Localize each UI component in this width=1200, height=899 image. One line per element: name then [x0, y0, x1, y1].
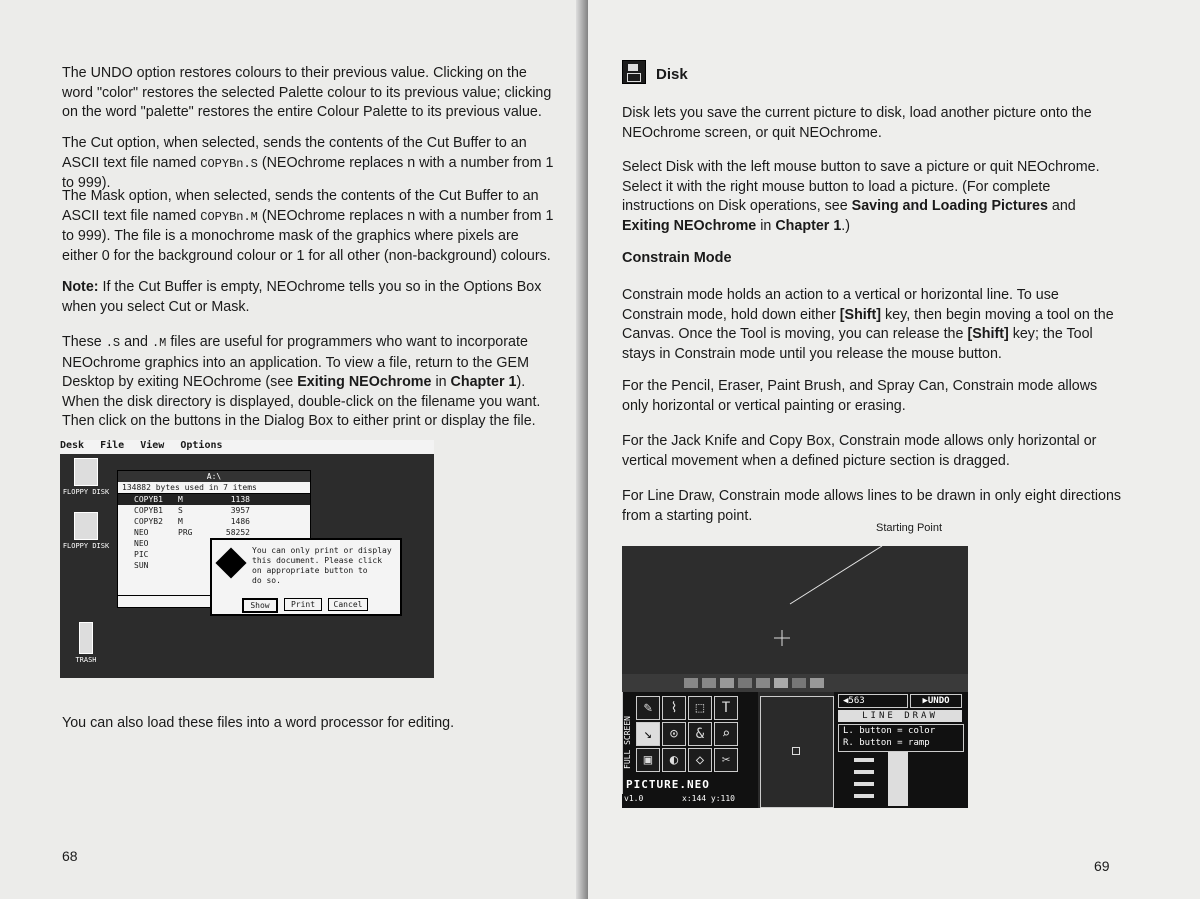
file-type: S: [178, 506, 183, 515]
file-name: SUN: [134, 561, 149, 570]
stop-icon: [215, 547, 246, 578]
gem-desktop: [60, 454, 434, 678]
info-panel: [834, 692, 968, 808]
fill-tool-icon[interactable]: ◐: [662, 748, 686, 772]
line-draw-tool-icon[interactable]: ↘: [636, 722, 660, 746]
file-name: COPYB1: [134, 495, 163, 504]
disk-paragraph-1: Disk lets you save the current picture to disk, load another picture onto the NEOchrome screen, or quit NEOchrome.: [622, 105, 1092, 141]
page-number-right: 69: [1094, 858, 1110, 874]
pencil-tool-icon[interactable]: ✎: [636, 696, 660, 720]
magnify-tool-icon[interactable]: ⌕: [714, 722, 738, 746]
file-row[interactable]: [118, 494, 310, 505]
alert-message: You can only print or display this document. Please click on appropriate button to do so.: [252, 546, 392, 585]
alert-dialog: [210, 538, 402, 616]
file-type: PRG: [178, 528, 193, 537]
disk-heading: Disk: [656, 66, 688, 83]
constrain-paragraph-4: For Line Draw, Constrain mode allows lines to be drawn in only eight directions from a starting point.: [622, 488, 1122, 524]
disk-paragraph-2: Select Disk with the left mouse button to save a picture or quit NEOchrome. Select it with the right mouse button to load a picture. (For complete instructions on Disk operations, see Saving and Loading Pictures and Exiting NEOchrome in Chapter 1.): [622, 159, 1100, 234]
floppy-disk-icon[interactable]: FLOPPY DISK: [60, 458, 112, 502]
version-label: v1.0: [624, 794, 644, 803]
palette-swatch[interactable]: [738, 678, 752, 688]
file-row[interactable]: [118, 527, 310, 538]
file-name: COPYB2: [134, 517, 163, 526]
brush-preview: [760, 696, 834, 808]
palette-swatch[interactable]: [684, 678, 698, 688]
spray-can-tool-icon[interactable]: ⊙: [662, 722, 686, 746]
undo-button[interactable]: ▶UNDO: [910, 694, 962, 708]
disk-icon: [622, 60, 646, 84]
menu-desk[interactable]: Desk: [60, 440, 85, 451]
neo-canvas[interactable]: [622, 546, 968, 674]
word-processor-paragraph: You can also load these files into a word processor for editing.: [62, 715, 455, 731]
show-button[interactable]: Show: [242, 598, 278, 613]
undo-paragraph: The UNDO option restores colours to their previous value. Clicking on the word "color" restores the selected Palette colour to its previous value; clicking on the word "palette" restores the entire Colour Palette to its previous value.: [62, 65, 552, 120]
file-name: PIC: [134, 550, 149, 559]
eraser-tool-icon[interactable]: ◇: [688, 748, 712, 772]
gem-desktop-screenshot: [60, 440, 434, 678]
floppy-disk-icon[interactable]: FLOPPY DISK: [60, 512, 112, 556]
constrain-paragraph-3: For the Jack Knife and Copy Box, Constrain mode allows only horizontal or vertical movement when a defined picture section is dragged.: [622, 433, 1097, 469]
neochrome-screenshot: [622, 546, 968, 808]
file-name: NEO: [134, 539, 149, 548]
file-type: M: [178, 495, 183, 504]
jack-knife-tool-icon[interactable]: ✂: [714, 748, 738, 772]
toolbox: [622, 692, 758, 808]
file-row[interactable]: [118, 516, 310, 527]
line-width-selector[interactable]: [854, 758, 874, 806]
menu-view[interactable]: View: [140, 440, 165, 451]
line-style-selector[interactable]: [888, 752, 908, 806]
constrain-mode-heading: Constrain Mode: [622, 250, 732, 266]
palette-swatch[interactable]: [756, 678, 770, 688]
file-size: 1138: [230, 495, 250, 504]
window-info-line: 134882 bytes used in 7 items: [118, 482, 310, 494]
cursor-coordinates: x:144 y:110: [682, 794, 735, 803]
file-name: COPYB1: [134, 506, 163, 515]
file-name: NEO: [134, 528, 149, 537]
mask-paragraph: The Mask option, when selected, sends the contents of the Cut Buffer to an ASCII text file named COPYBn.M (NEOchrome replaces n with a number from 1 to 999). The file is a monochrome mask of the graphics where pixels are either 0 for the background colour or 1 for all other (non-background) colours.: [62, 188, 554, 264]
disk-tool-icon[interactable]: ▣: [636, 748, 660, 772]
left-page: [0, 0, 584, 899]
constrain-tool-icon[interactable]: &: [688, 722, 712, 746]
file-size: 1486: [230, 517, 250, 526]
constrain-paragraph-1: Constrain mode holds an action to a vertical or horizontal line. To use Constrain mode, hold down either [Shift] key, then begin moving a tool on the Canvas. Once the Tool is moving, you can release the [Shift] key; the Tool stays in Constrain mode until you release the mouse button.: [622, 287, 1114, 362]
picture-filename: PICTURE.NEO: [626, 778, 710, 791]
button-hints: L. button = color R. button = ramp: [838, 724, 964, 752]
constrained-line: [622, 546, 968, 674]
palette-swatch[interactable]: [720, 678, 734, 688]
print-button[interactable]: Print: [284, 598, 322, 611]
file-type: M: [178, 517, 183, 526]
menu-options[interactable]: Options: [180, 440, 223, 451]
these-files-paragraph: These .S and .M files are useful for programmers who want to incorporate NEOchrome graphics into an application. To view a file, return to the GEM Desktop by exiting NEOchrome (see Exiting NEOchrome in Chapter 1). When the disk directory is displayed, double-click on the filename you want. Then click on the buttons in the Dialog Box to either print or display the file.: [62, 334, 541, 429]
file-row[interactable]: [118, 505, 310, 516]
color-value[interactable]: ◀563: [838, 694, 908, 708]
palette-swatch[interactable]: [810, 678, 824, 688]
cancel-button[interactable]: Cancel: [328, 598, 368, 611]
menu-file[interactable]: File: [100, 440, 125, 451]
tool-name: LINE DRAW: [838, 710, 962, 722]
window-title-bar[interactable]: A:\: [118, 471, 310, 482]
constrain-paragraph-2: For the Pencil, Eraser, Paint Brush, and Spray Can, Constrain mode allows only horizontal or vertical painting or erasing.: [622, 378, 1098, 414]
file-size: 3957: [230, 506, 250, 515]
starting-point-label: Starting Point: [876, 522, 943, 534]
full-screen-button[interactable]: FULL SCREEN: [622, 692, 635, 794]
gem-menubar: [60, 440, 434, 454]
file-size: 58252: [225, 528, 250, 537]
palette-swatch[interactable]: [792, 678, 806, 688]
note-paragraph: Note: If the Cut Buffer is empty, NEOchrome tells you so in the Options Box when you select Cut or Mask.: [62, 279, 542, 315]
trash-icon[interactable]: TRASH: [60, 622, 112, 666]
copy-box-tool-icon[interactable]: ⬚: [688, 696, 712, 720]
cut-paragraph: The Cut option, when selected, sends the contents of the Cut Buffer to an ASCII text file named COPYBn.S (NEOchrome replaces n with a number from 1 to 999).: [62, 135, 554, 191]
color-palette[interactable]: [622, 674, 968, 692]
text-tool-icon[interactable]: T: [714, 696, 738, 720]
palette-swatch[interactable]: [774, 678, 788, 688]
page-number-left: 68: [62, 848, 78, 864]
palette-swatch[interactable]: [702, 678, 716, 688]
paint-brush-tool-icon[interactable]: ⌇: [662, 696, 686, 720]
